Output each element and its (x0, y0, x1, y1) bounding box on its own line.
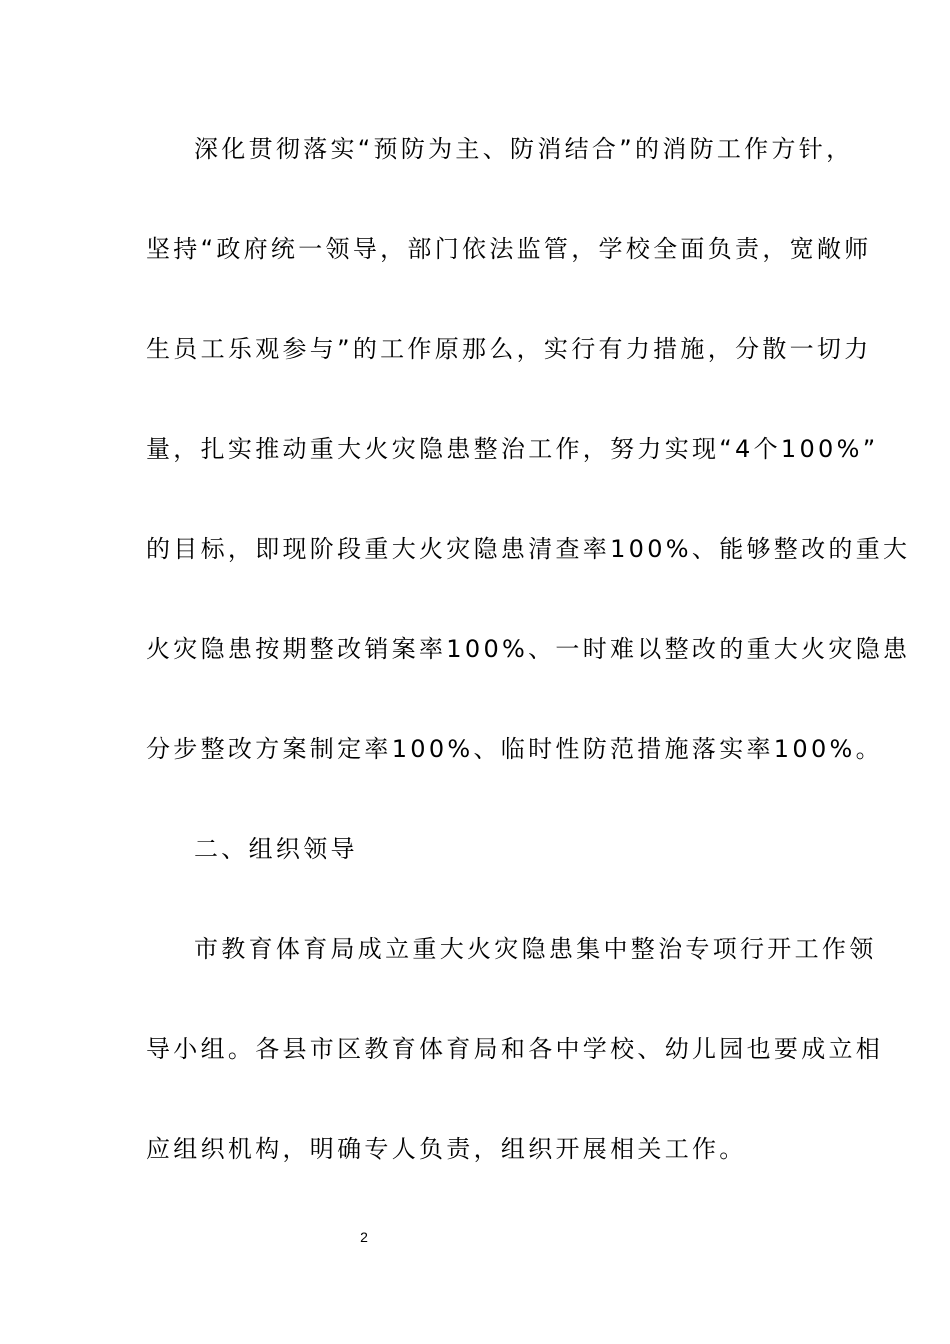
paragraph-line-4: 量，扎实推动重大火灾隐患整治工作，努力实现“4个100%” (146, 435, 879, 463)
paragraph-line-11: 应组织机构，明确专人负责，组织开展相关工作。 (146, 1135, 747, 1163)
paragraph-line-5: 的目标，即现阶段重大火灾隐患清查率100%、能够整改的重大 (146, 535, 911, 563)
paragraph-line-7: 分步整改方案制定率100%、临时性防范措施落实率100%。 (146, 735, 883, 763)
paragraph-line-9: 市教育体育局成立重大火灾隐患集中整治专项行开工作领 (194, 935, 877, 963)
page-number: 2 (360, 1229, 368, 1245)
paragraph-line-2: 坚持“政府统一领导，部门依法监管，学校全面负责，宽敞师 (146, 235, 872, 263)
paragraph-line-6: 火灾隐患按期整改销案率100%、一时难以整改的重大火灾隐患 (146, 635, 911, 663)
paragraph-line-1: 深化贯彻落实“预防为主、防消结合”的消防工作方针， (194, 135, 854, 163)
paragraph-line-3: 生员工乐观参与”的工作原那么，实行有力措施，分散一切力 (146, 335, 872, 363)
section-heading: 二、组织领导 (194, 835, 358, 863)
paragraph-line-10: 导小组。各县市区教育体育局和各中学校、幼儿园也要成立相 (146, 1035, 884, 1063)
